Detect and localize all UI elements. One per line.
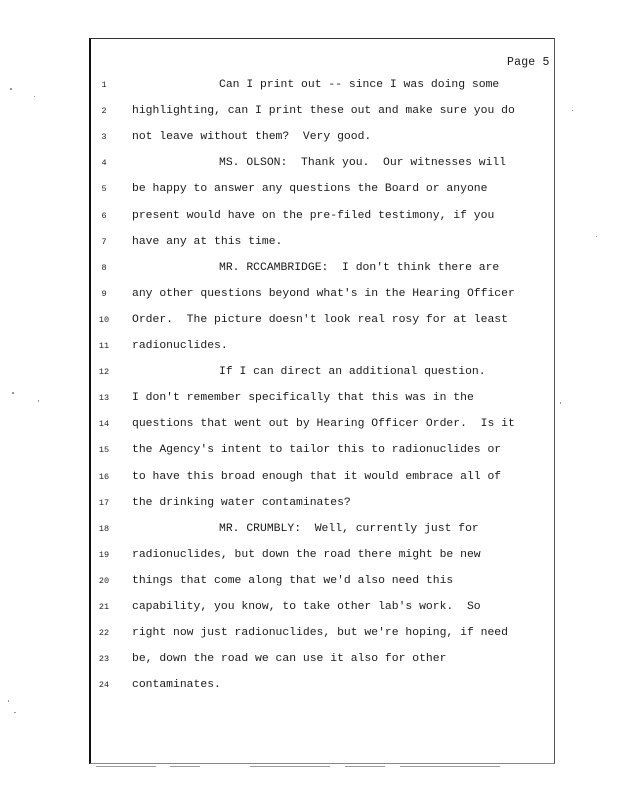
scan-speck <box>560 402 561 404</box>
transcript-line <box>0 494 618 512</box>
line-text: highlighting, can I print these out and make sure you do <box>132 105 515 118</box>
line-text: questions that went out by Hearing Officer Order. Is it <box>132 418 515 431</box>
line-number: 4 <box>101 158 107 169</box>
transcript-line <box>0 207 618 225</box>
line-text: If I can direct an additional question. <box>219 366 486 379</box>
line-text: not leave without them? Very good. <box>132 131 372 144</box>
transcript-line <box>0 128 618 146</box>
line-number: 1 <box>101 80 107 90</box>
line-number: 13 <box>98 393 110 404</box>
line-number: 3 <box>101 132 107 143</box>
transcript-line <box>0 441 618 459</box>
line-number: 15 <box>98 445 110 456</box>
line-text: things that come along that we'd also need this <box>132 574 454 587</box>
line-number: 18 <box>98 523 110 534</box>
transcript-line <box>0 76 618 94</box>
transcript-line <box>0 363 618 381</box>
line-text: capability, you know, to take other lab's work. So <box>132 601 481 613</box>
line-number: 20 <box>98 575 110 586</box>
page-number: Page 5 <box>507 56 550 69</box>
line-text: right now just radionuclides, but we're hoping, if need <box>132 627 508 640</box>
line-text: Can I print out -- since I was doing some <box>219 79 500 91</box>
line-number: 10 <box>98 314 110 325</box>
line-text: contaminates. <box>132 679 221 692</box>
line-number: 11 <box>98 341 110 351</box>
line-number: 19 <box>98 549 110 560</box>
transcript-line <box>0 572 618 590</box>
line-number: 22 <box>98 628 110 639</box>
line-text: Order. The picture doesn't look real rosy for at least <box>132 313 508 326</box>
transcript-line <box>0 546 618 564</box>
line-text: radionuclides, but down the road there might be new <box>132 548 481 561</box>
line-number: 21 <box>98 602 110 612</box>
scan-speck <box>8 700 9 702</box>
line-text: have any at this time. <box>132 235 283 248</box>
transcript-line <box>0 389 618 407</box>
line-text: MR. CRUMBLY: Well, currently just for <box>219 522 479 535</box>
line-text: MR. RCCAMBRIDGE: I don't think there are <box>219 261 500 274</box>
line-number: 5 <box>101 184 107 195</box>
transcript-line <box>0 180 618 198</box>
line-text: radionuclides. <box>132 340 228 352</box>
line-text: the drinking water contaminates? <box>132 496 351 509</box>
line-number: 17 <box>98 497 110 508</box>
transcript-line <box>0 337 618 355</box>
line-text: present would have on the pre-filed testimony, if you <box>132 209 495 222</box>
transcript-line <box>0 311 618 329</box>
transcript-line <box>0 650 618 668</box>
transcript-line <box>0 285 618 303</box>
line-number: 9 <box>101 288 107 299</box>
line-text: to have this broad enough that it would embrace all of <box>132 470 502 483</box>
scan-speck <box>12 392 14 394</box>
line-number: 12 <box>98 367 110 378</box>
scan-speck <box>38 400 39 402</box>
line-number: 7 <box>101 236 107 247</box>
scan-speck <box>34 96 35 97</box>
transcript-line <box>0 415 618 433</box>
line-number: 2 <box>101 106 107 117</box>
line-number: 14 <box>98 419 110 430</box>
footer-scan-line <box>250 766 330 767</box>
line-number: 24 <box>98 680 110 691</box>
transcript-line <box>0 468 618 486</box>
transcript-line <box>0 233 618 251</box>
scan-speck <box>10 88 12 90</box>
transcript-line <box>0 520 618 538</box>
line-number: 8 <box>101 262 107 273</box>
line-number: 23 <box>98 654 110 665</box>
transcript-line <box>0 154 618 172</box>
line-number: 6 <box>101 210 107 221</box>
footer-scan-line <box>345 766 385 767</box>
scan-speck <box>572 110 573 111</box>
transcript-line <box>0 598 618 616</box>
line-text: be happy to answer any questions the Board or anyone <box>132 183 488 196</box>
transcript-line <box>0 259 618 277</box>
line-text: the Agency's intent to tailor this to radionuclides or <box>132 444 502 457</box>
line-text: any other questions beyond what's in the Hearing Officer <box>132 287 515 300</box>
transcript-line <box>0 624 618 642</box>
line-number: 16 <box>98 471 110 482</box>
transcript-line <box>0 102 618 120</box>
scan-speck <box>596 236 597 237</box>
line-text: MS. OLSON: Thank you. Our witnesses will <box>219 157 507 170</box>
footer-scan-line <box>96 766 156 767</box>
line-text: I don't remember specifically that this was in the <box>132 392 474 405</box>
scan-speck <box>14 712 16 713</box>
footer-scan-line <box>400 766 500 767</box>
footer-scan-line <box>170 766 200 767</box>
line-text: be, down the road we can use it also for other <box>132 653 447 666</box>
transcript-line <box>0 676 618 694</box>
